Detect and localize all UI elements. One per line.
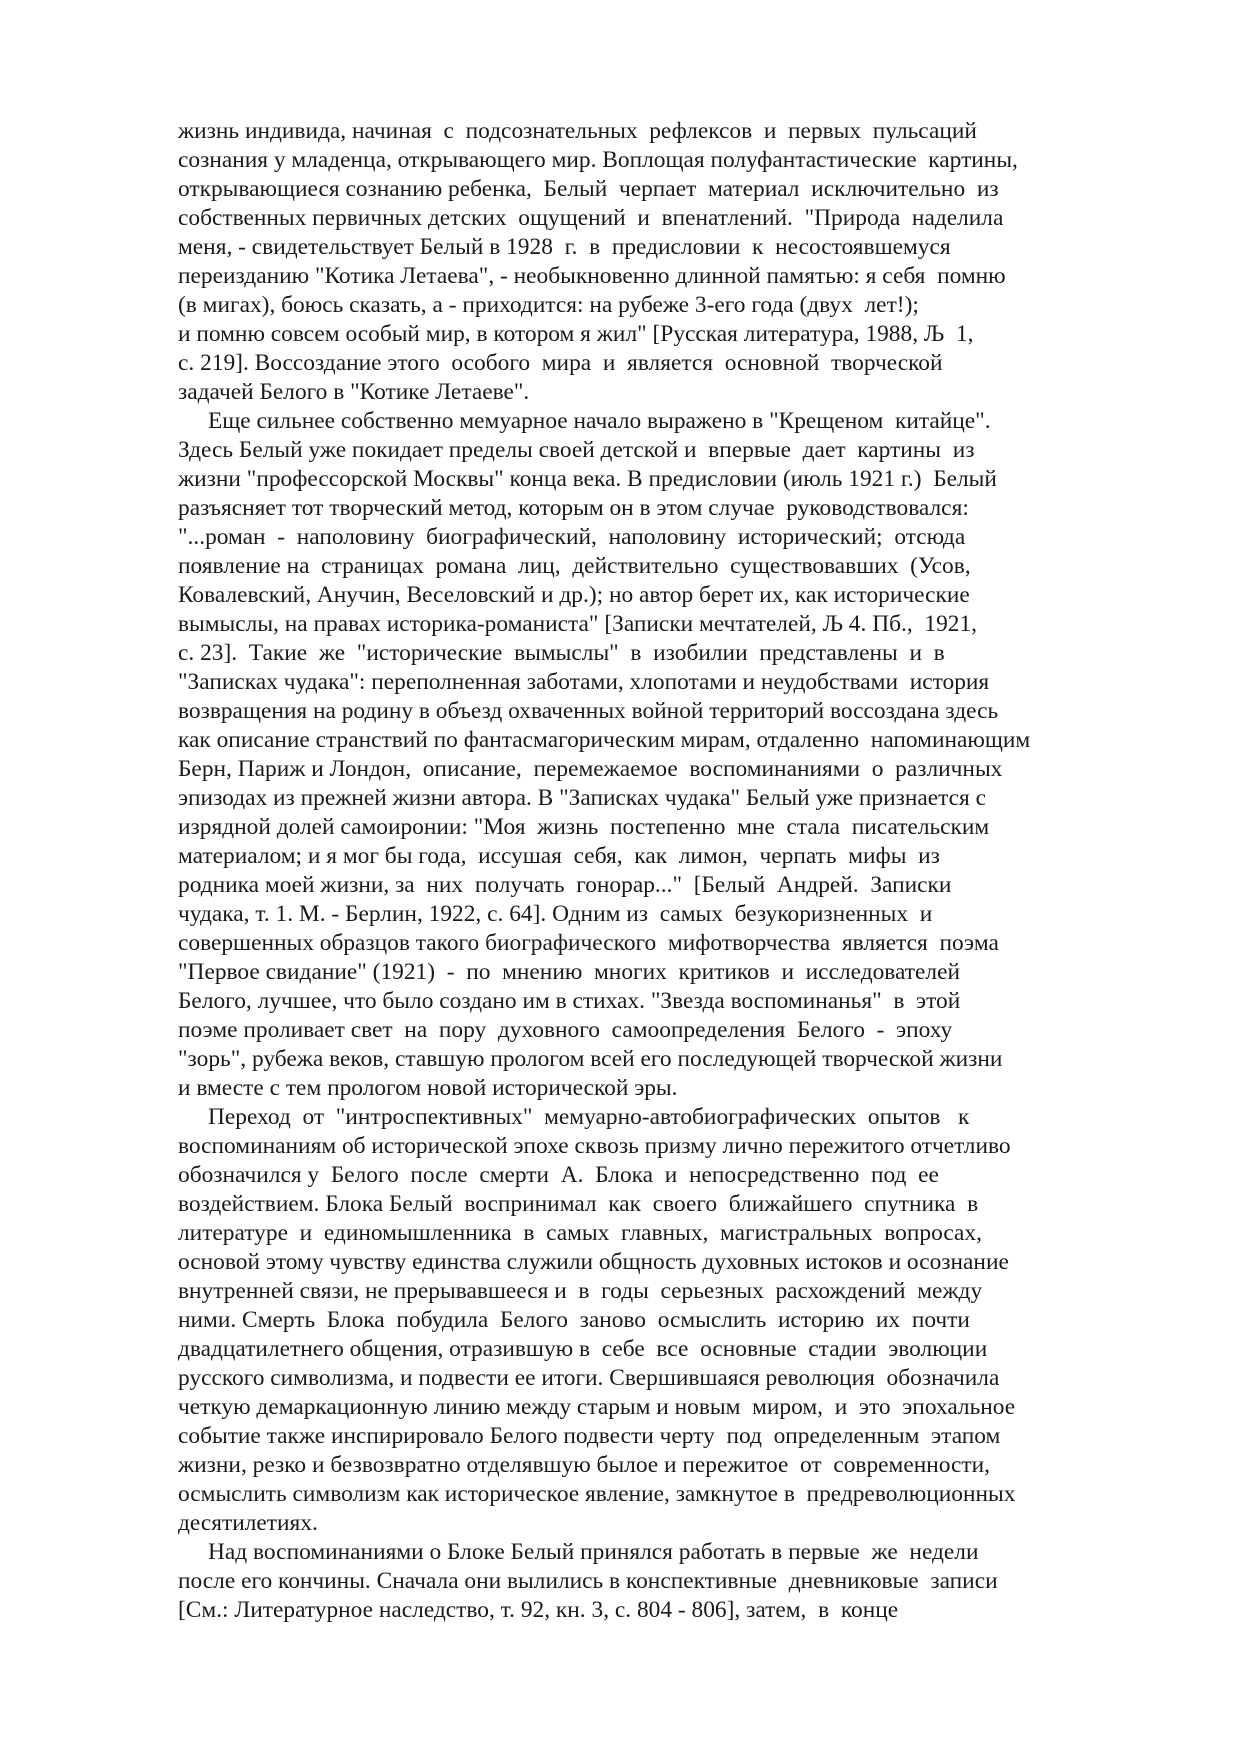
text-line: открывающиеся сознанию ребенка, Белый черпает материал исключительно из <box>178 176 999 202</box>
text-line: обозначился у Белого после смерти А. Блока и непосредственно под ее <box>178 1162 939 1188</box>
text-line: переизданию "Котика Летаева", - необыкновенно длинной памятью: я себя помню <box>178 263 1006 289</box>
text-line: Берн, Париж и Лондон, описание, перемежаемое воспоминаниями о различных <box>178 756 1003 782</box>
text-line: изрядной долей самоиронии: "Моя жизнь постепенно мне стала писательским <box>178 814 990 840</box>
text-line: десятилетиях. <box>178 1510 318 1536</box>
text-line: появление на страницах романа лиц, действительно существовавших (Усов, <box>178 553 971 579</box>
text-line: воспоминаниям об исторической эпохе сквозь призму лично пережитого отчетливо <box>178 1133 1011 1159</box>
text-line: внутренней связи, не прерывавшееся и в годы серьезных расхождений между <box>178 1278 983 1304</box>
text-line: воздействием. Блока Белый воспринимал как своего ближайшего спутника в <box>178 1191 979 1217</box>
text-line: "...роман - наполовину биографический, наполовину исторический; отсюда <box>178 524 966 550</box>
text-line: вымыслы, на правах историка-романиста" [Записки мечтателей, Љ 4. Пб., 1921, <box>178 611 978 637</box>
text-line: меня, - свидетельствует Белый в 1928 г. в предисловии к несостоявшемуся <box>178 234 951 260</box>
body-text <box>178 117 1138 1625</box>
text-line: как описание странствий по фантасмагорическим мирам, отдаленно напоминающим <box>178 727 1031 753</box>
text-line: литературе и единомышленника в самых главных, магистральных вопросах, <box>178 1220 982 1246</box>
text-line: чудака, т. 1. М. - Берлин, 1922, с. 64]. Одним из самых безукоризненных и <box>178 901 933 927</box>
text-line: русского символизма, и подвести ее итоги. Свершившаяся революция обозначила <box>178 1365 1000 1391</box>
text-line: сознания у младенца, открывающего мир. Воплощая полуфантастические картины, <box>178 147 1018 173</box>
text-line: после его кончины. Сначала они вылились в конспективные дневниковые записи <box>178 1568 998 1594</box>
text-line: [См.: Литературное наследство, т. 92, кн. 3, с. 804 - 806], затем, в конце <box>178 1597 899 1623</box>
text-line: материалом; и я мог бы года, иссушая себя, как лимон, черпать мифы из <box>178 843 940 869</box>
text-line: с. 23]. Такие же "исторические вымыслы" в изобилии представлены и в <box>178 640 945 666</box>
paragraph <box>178 407 1138 1103</box>
text-line: жизни, резко и безвозвратно отделявшую былое и пережитое от современности, <box>178 1452 991 1478</box>
text-line: задачей Белого в "Котике Летаеве". <box>178 379 530 405</box>
text-line: основой этому чувству единства служили общность духовных истоков и осознание <box>178 1249 1009 1275</box>
text-line: "Записках чудака": переполненная заботами, хлопотами и неудобствами история <box>178 669 990 695</box>
text-line: двадцатилетнего общения, отразившую в себе все основные стадии эволюции <box>178 1336 988 1362</box>
text-line: событие также инспирировало Белого подвести черту под определенным этапом <box>178 1423 1001 1449</box>
text-line: "зорь", рубежа веков, ставшую прологом всей его последующей творческой жизни <box>178 1046 1003 1072</box>
text-line: возвращения на родину в объезд охваченных войной территорий воссоздана здесь <box>178 698 999 724</box>
text-line: эпизодах из прежней жизни автора. В "Записках чудака" Белый уже признается с <box>178 785 987 811</box>
text-line: четкую демаркационную линию между старым и новым миром, и это эпохальное <box>178 1394 1016 1420</box>
text-line: Еще сильнее собственно мемуарное начало выражено в "Крещеном китайце". <box>208 408 991 434</box>
text-line: Над воспоминаниями о Блоке Белый принялся работать в первые же недели <box>208 1539 979 1565</box>
paragraph <box>178 1103 1138 1538</box>
text-line: разъясняет тот творческий метод, которым он в этом случае руководствовался: <box>178 495 969 521</box>
text-line: Белого, лучшее, что было создано им в стихах. "Звезда воспоминанья" в этой <box>178 988 961 1014</box>
text-line: Здесь Белый уже покидает пределы своей детской и впервые дает картины из <box>178 437 975 463</box>
text-line: (в мигах), боюсь сказать, а - приходится: на рубеже 3-его года (двух лет!); <box>178 292 919 318</box>
text-line: осмыслить символизм как историческое явление, замкнутое в предреволюционных <box>178 1481 1016 1507</box>
text-line: родника моей жизни, за них получать гонорар..." [Белый Андрей. Записки <box>178 872 952 898</box>
text-line: совершенных образцов такого биографического мифотворчества является поэма <box>178 930 999 956</box>
text-line: Переход от "интроспективных" мемуарно-автобиографических опытов к <box>208 1104 970 1130</box>
paragraph <box>178 117 1138 407</box>
text-line: Ковалевский, Анучин, Веселовский и др.); но автор берет их, как исторические <box>178 582 970 608</box>
text-line: собственных первичных детских ощущений и впенатлений. "Природа наделила <box>178 205 1004 231</box>
paragraph <box>178 1538 1138 1625</box>
text-line: и вместе с тем прологом новой исторической эры. <box>178 1075 678 1101</box>
text-line: и помню совсем особый мир, в котором я жил" [Русская литература, 1988, Љ 1, <box>178 321 974 347</box>
text-line: поэме проливает свет на пору духовного самоопределения Белого - эпоху <box>178 1017 953 1043</box>
text-line: жизни "профессорской Москвы" конца века. В предисловии (июль 1921 г.) Белый <box>178 466 997 492</box>
text-line: жизнь индивида, начиная с подсознательных рефлексов и первых пульсаций <box>178 118 977 144</box>
text-line: "Первое свидание" (1921) - по мнению многих критиков и исследователей <box>178 959 960 985</box>
text-line: с. 219]. Воссоздание этого особого мира и является основной творческой <box>178 350 943 376</box>
text-line: ними. Смерть Блока побудила Белого заново осмыслить историю их почти <box>178 1307 970 1333</box>
